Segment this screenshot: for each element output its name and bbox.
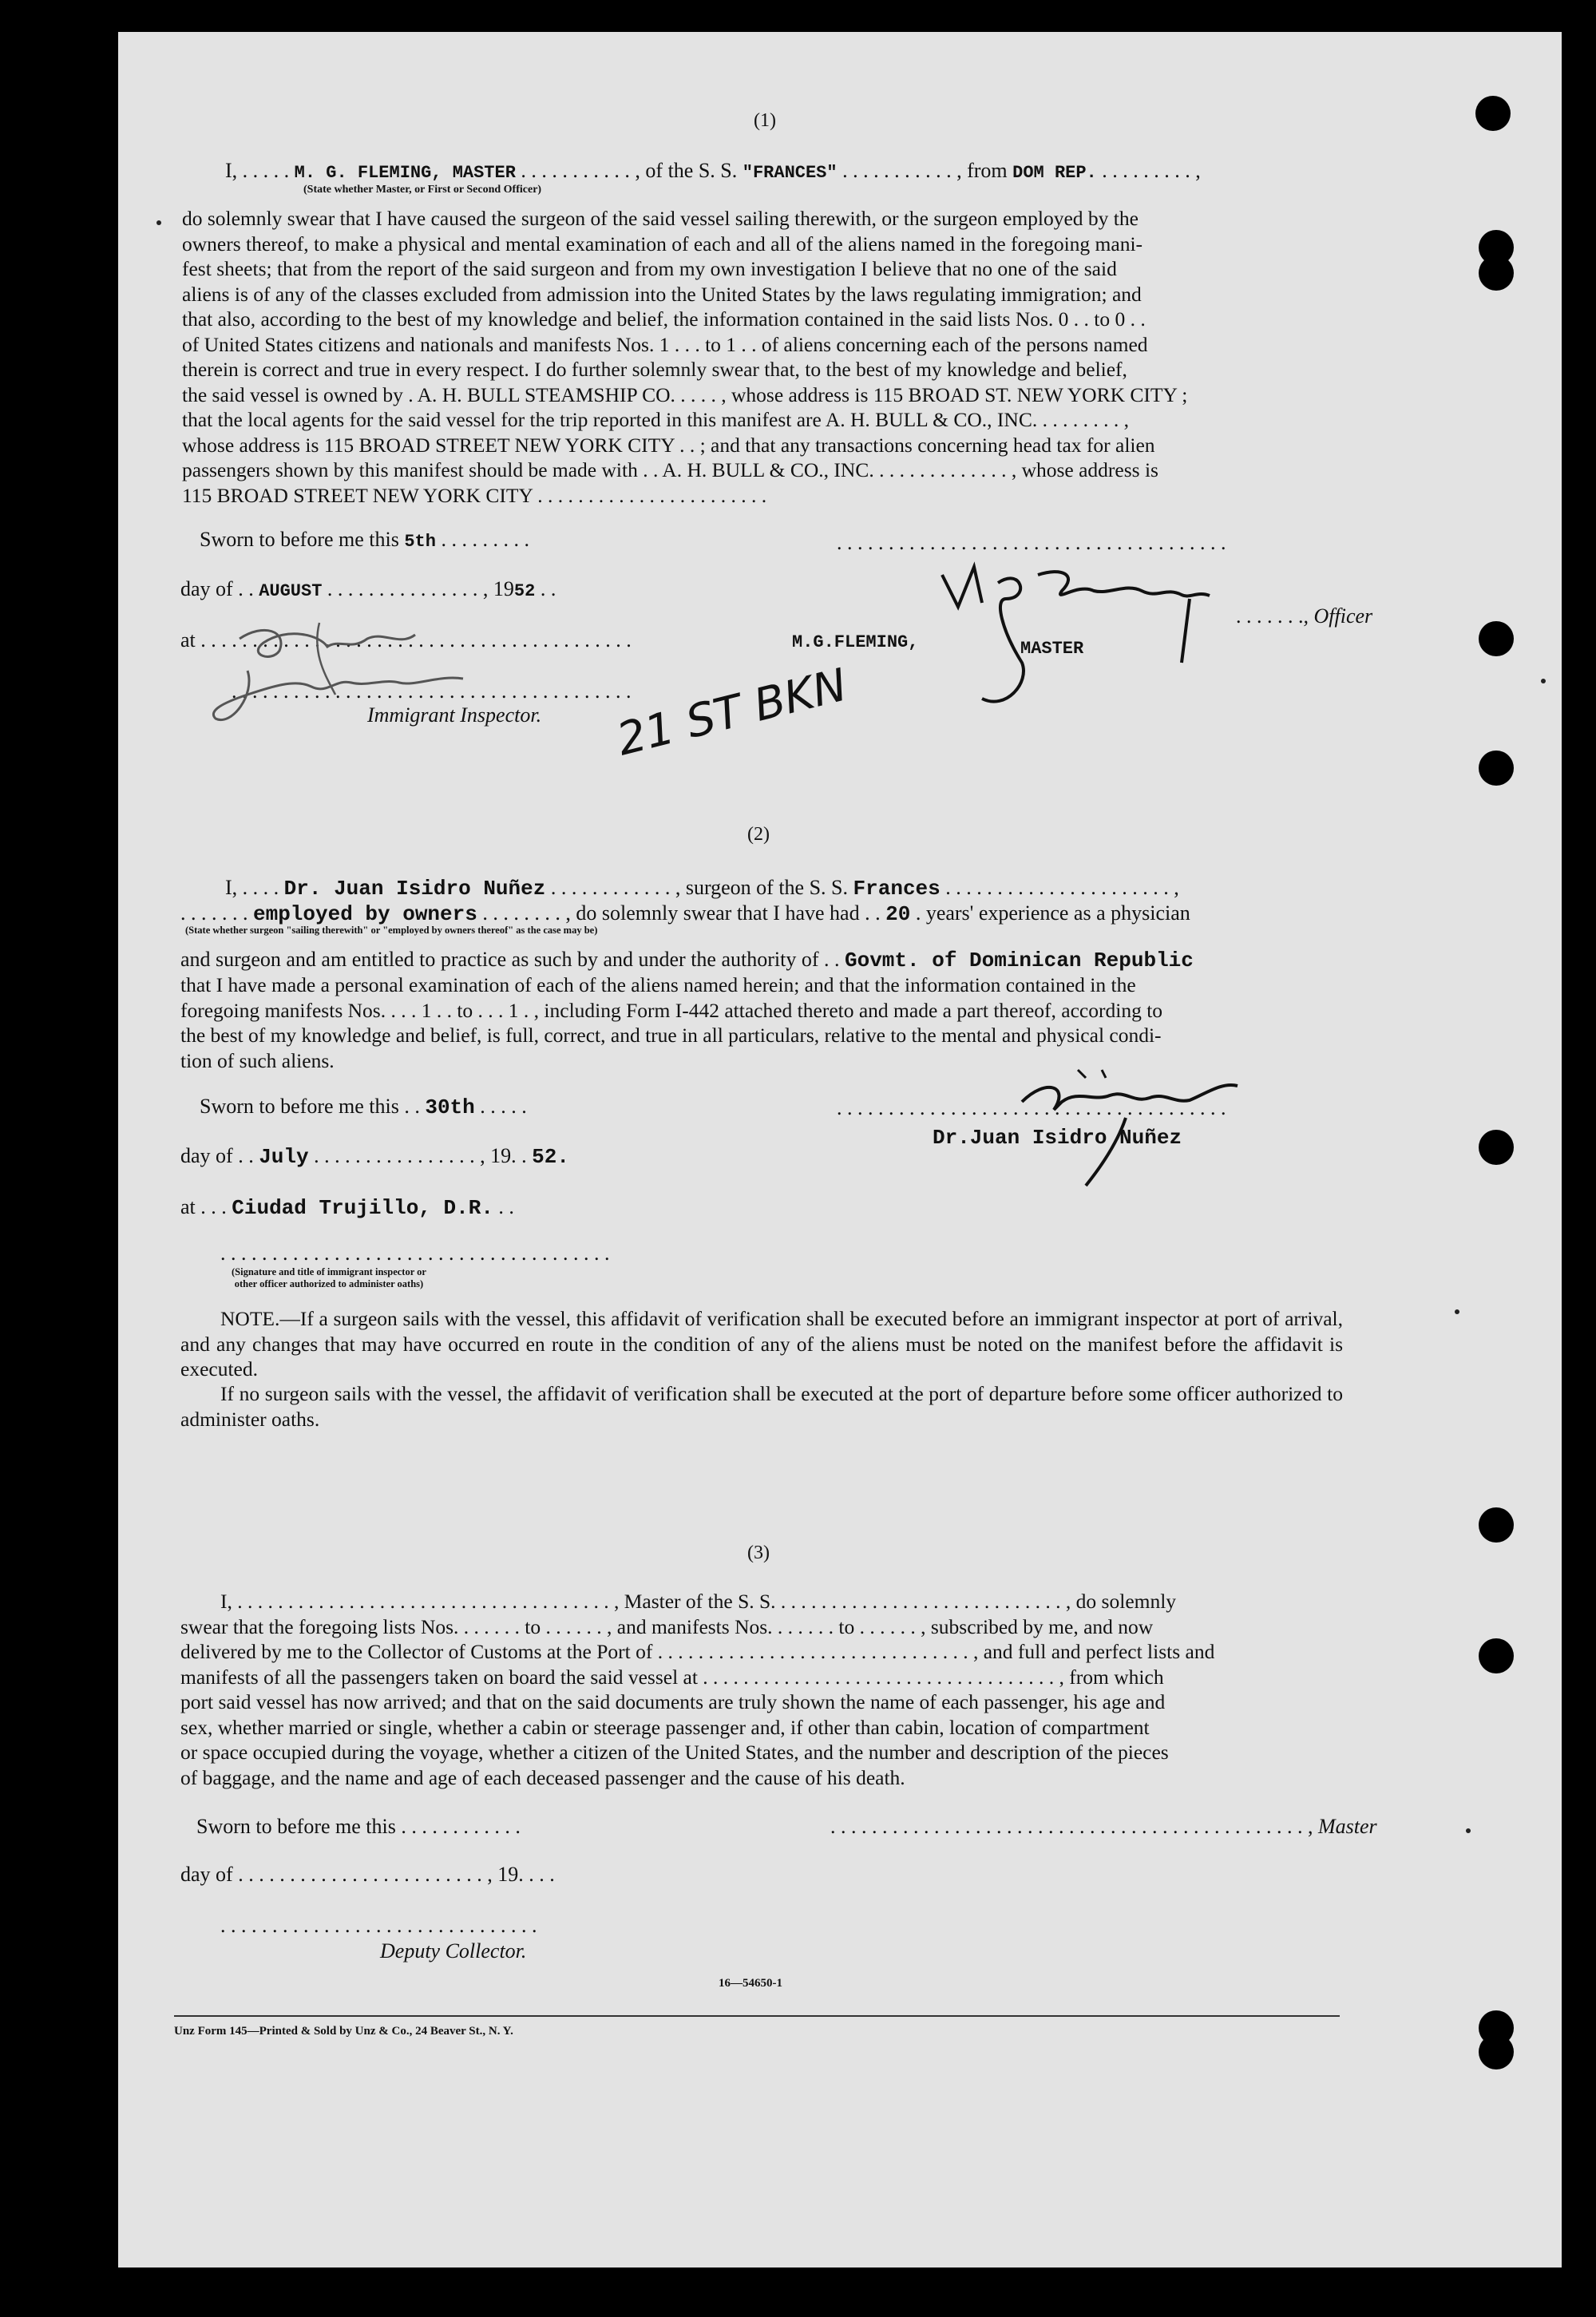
section-number: (1) (754, 110, 776, 131)
signature-note-line: other officer authorized to administer oaths) (234, 1278, 424, 1289)
oath-line: fest sheets; that from the report of the said surgeon and from my own investigation I believe that no one of the said (182, 257, 1117, 280)
place-line: at . . . . . . . . . . . . . . . . . . . . . . . . . . . . . . . . . . . . . . . . . . (180, 628, 632, 652)
date-line: day of . . AUGUST . . . . . . . . . . . . . . . , 1952 . . (180, 577, 556, 601)
master-signature-line: . . . . . . . . . . . . . . . . . . . . . . . . . . . . . . . . . . . . . . . . . . . . . . , Master (830, 1815, 1377, 1838)
sworn-line: Sworn to before me this 5th . . . . . . . . . (200, 528, 529, 552)
date-line (180, 1143, 569, 1170)
month: AUGUST (259, 581, 323, 601)
surgeon-signer: Dr.Juan Isidro Nuñez (933, 1126, 1182, 1150)
from-text: . . . . . . . . . . . , from (842, 159, 1008, 182)
oath-line: passengers shown by this manifest should be made with . . A. H. BULL & CO., INC. . . . . . . . . . . . . . , whose address is (182, 458, 1158, 481)
year: 52. (532, 1145, 569, 1169)
officer-line-end: . . . . . . ., Officer (1236, 604, 1373, 628)
oath-line: aliens is of any of the classes excluded from admission into the United States by the laws regulating immigration; and (182, 282, 1142, 306)
day-of-label: day of (180, 577, 233, 600)
section-number: (2) (747, 824, 770, 845)
ink-speck (1455, 1309, 1459, 1314)
employment-mid: . . . . . . . . , do solemnly swear that I have had . . (482, 901, 881, 925)
year: 52 (513, 581, 536, 601)
officer-label: , Officer (1303, 604, 1373, 628)
employment-end: . years' experience as a physician (915, 901, 1190, 925)
collector-oath-line: port said vessel has now arrived; and that on the said documents are truly shown the name of each passenger, his age and (180, 1690, 1166, 1713)
master-label: Master (1318, 1815, 1377, 1838)
intro-text: I, . . . . (225, 876, 279, 899)
at-label: at (180, 628, 196, 652)
line-end: . . . . . . . . . , (1102, 159, 1201, 182)
year-prefix: , 19 (482, 577, 514, 600)
oath-line: 115 BROAD STREET NEW YORK CITY . . . . . . . . . . . . . . . . . . . . . . . (182, 483, 767, 507)
surgeon-name: Dr. Juan Isidro Nuñez (283, 877, 546, 901)
authority-line (180, 947, 1194, 973)
sworn-day: 5th (404, 532, 436, 552)
employment-prefix: . . . . . . . (180, 901, 248, 925)
oath-line: therein is correct and true in every respect. I do further solemnly swear that, to the best of my knowledge and belief, (182, 358, 1127, 381)
punch-hole (1479, 621, 1514, 656)
punch-hole (1479, 751, 1514, 786)
note-text: If no surgeon sails with the vessel, the affidavit of verification shall be executed at the port of departure before some officer authorized to administer oaths. (180, 1382, 1343, 1431)
sworn-label: Sworn to before me this (200, 528, 399, 551)
sworn-line: Sworn to before me this . . . . . . . . . . . . (196, 1815, 521, 1838)
punch-hole (1479, 1638, 1514, 1673)
authority: Govmt. of Dominican Republic (845, 949, 1194, 972)
years-experience: 20 (885, 902, 911, 926)
place: Ciudad Trujillo, D.R. (232, 1196, 493, 1220)
oath-line: of United States citizens and nationals and manifests Nos. 1 . . . to 1 . . of aliens concerning each of the persons named (182, 332, 1148, 356)
punch-hole (1479, 1507, 1514, 1543)
officer-name: M.G.FLEMING, (792, 632, 919, 652)
oath-line: owners thereof, to make a physical and mental examination of each and all of the aliens named in the foregoing mani- (182, 232, 1143, 255)
day-of-label: day of . . (180, 1144, 254, 1167)
ink-speck (1466, 1828, 1471, 1833)
footer-imprint: Unz Form 145—Printed & Sold by Unz & Co., 24 Beaver St., N. Y. (174, 2025, 513, 2038)
oath-line: that the local agents for the said vessel for the trip reported in this manifest are A. H. BULL & CO., INC. . . . . . . . . , (182, 408, 1129, 431)
employment-line (180, 901, 1190, 927)
surgeon-of-text: . . . . . . . . . . . . , surgeon of the S. S. (550, 876, 849, 899)
form-code: 16—54650-1 (719, 1977, 782, 1990)
sworn-label: Sworn to before me this . . (200, 1095, 420, 1118)
collector-paragraph (180, 1589, 1343, 1790)
surgeon-oath-line: foregoing manifests Nos. . . . 1 . . to . . . 1 . , including Form I-442 attached thereto and made a part thereof, according to (180, 998, 1163, 1022)
at-label: at . . . (180, 1195, 227, 1218)
oath-line: do solemnly swear that I have caused the surgeon of the said vessel sailing therewith, or the surgeon employed by the (182, 207, 1139, 230)
vessel-name: "FRANCES" (742, 163, 838, 183)
surgeon-signature (1006, 1054, 1261, 1198)
annotation-text: 21 ST BKN (612, 659, 853, 766)
authority-prefix: and surgeon and am entitled to practice as such by and under the authority of . . (180, 948, 840, 971)
surgeon-oath-line: the best of my knowledge and belief, is full, correct, and true in all particulars, relative to the mental and physical condi- (180, 1024, 1162, 1047)
punch-hole (1479, 255, 1514, 291)
section-number: (3) (747, 1543, 770, 1563)
inspector-signature (200, 607, 535, 751)
collector-oath-line: swear that the foregoing lists Nos. . . . . . . to . . . . . . , and manifests Nos. . . . . . . to . . . . . . , subscribed by me, and now (180, 1614, 1154, 1638)
oath-line: whose address is 115 BROAD STREET NEW YORK CITY . . ; and that any transactions concerning head tax for alien (182, 433, 1155, 457)
collector-oath-line: of baggage, and the name and age of each deceased passenger and the cause of his death. (180, 1765, 905, 1789)
punch-hole (1479, 1130, 1514, 1165)
vessel-name: Frances (853, 877, 941, 901)
intro-text: I, . . . . . (225, 159, 290, 182)
oath-paragraph (182, 206, 1345, 508)
month: July (259, 1145, 309, 1169)
sworn-day: 30th (425, 1095, 475, 1119)
place-line: at . . . Ciudad Trujillo, D.R. . . (180, 1195, 514, 1220)
deputy-signature-line: . . . . . . . . . . . . . . . . . . . . . . . . . . . . . . . (220, 1914, 537, 1937)
inspector-label: Immigrant Inspector. (367, 703, 542, 727)
oath-line: the said vessel is owned by . A. H. BULL STEAMSHIP CO. . . . . , whose address is 115 BROAD ST. NEW YORK CITY ; (182, 382, 1188, 406)
note-paragraph (180, 1381, 1343, 1432)
collector-oath-line: or space occupied during the voyage, whether a citizen of the United States, and the number and description of the pieces (180, 1741, 1169, 1764)
signature-note-line: (Signature and title of immigrant inspector or (232, 1266, 426, 1277)
collector-oath-line: manifests of all the passengers taken on board the said vessel at . . . . . . . . . . . . . . . . . . . . . . . . . . . . . . . . . . . , from which (180, 1665, 1164, 1689)
deputy-label: Deputy Collector. (380, 1939, 527, 1963)
of-the-ss-text: . . . . . . . . . . . , of the S. S. (521, 159, 738, 182)
master-signature (926, 543, 1230, 719)
date-line: day of . . . . . . . . . . . . . . . . . . . . . . . . , 19. . . . (180, 1863, 555, 1886)
ink-speck (1541, 679, 1546, 683)
signature-note (232, 1266, 426, 1290)
surgeon-oath-line: that I have made a personal examination of each of the aliens named herein; and that the information contained in the (180, 973, 1136, 996)
collector-oath-line: sex, whether married or single, whether a cabin or steerage passenger and, if other than cabin, location of compartment (180, 1715, 1150, 1739)
punch-hole (1475, 96, 1511, 131)
surgeon-oath-line: tion of such aliens. (180, 1048, 335, 1072)
note-paragraph (180, 1306, 1343, 1382)
master-oath-line (225, 158, 1201, 185)
master-name: M. G. FLEMING, MASTER (294, 163, 516, 183)
sworn-line: Sworn to before me this . . 30th . . . . . (200, 1095, 527, 1119)
departure-port: DOM REP. (1012, 163, 1097, 183)
ink-speck (156, 220, 161, 225)
footer-rule (174, 2015, 1340, 2017)
year-prefix: . . . . . . . . . . . . . . . . , 19. . (314, 1144, 527, 1167)
officer-rank-note: (State whether Master, or First or Second Officer) (303, 184, 542, 196)
officer-title: MASTER (1020, 639, 1084, 659)
collector-oath-line: I, . . . . . . . . . . . . . . . . . . . . . . . . . . . . . . . . . . . . . , Master of the S. S. . . . . . . . . . . . . . . . . . . . . . . . . . . . . , do solemnly (220, 1590, 1177, 1613)
collector-oath-line: delivered by me to the Collector of Customs at the Port of . . . . . . . . . . . . . . . . . . . . . . . . . . . . . . . , and full and perfect lists and (180, 1640, 1215, 1663)
surgeon-status-note: (State whether surgeon "sailing therewith" or "employed by owners thereof" as the case may be) (185, 925, 598, 936)
note-text: NOTE.—If a surgeon sails with the vessel, this affidavit of verification shall be executed before an immigrant inspector at port of arrival, and any changes that may have occurred en route in the condition of any of the aliens must be noted on the manifest before the affidavit is executed. (180, 1307, 1343, 1380)
employment: employed by owners (253, 902, 477, 926)
punch-hole (1479, 2034, 1514, 2069)
oath-line: that also, according to the best of my knowledge and belief, the information contained in the said lists Nos. 0 . . to 0 . . (182, 307, 1146, 331)
surgeon-line: I, . . . . Dr. Juan Isidro Nuñez . . . . . . . . . . . . , surgeon of the S. S. Frances . . . . . . . . . . . . . . . . . . . . . . , (225, 876, 1179, 901)
